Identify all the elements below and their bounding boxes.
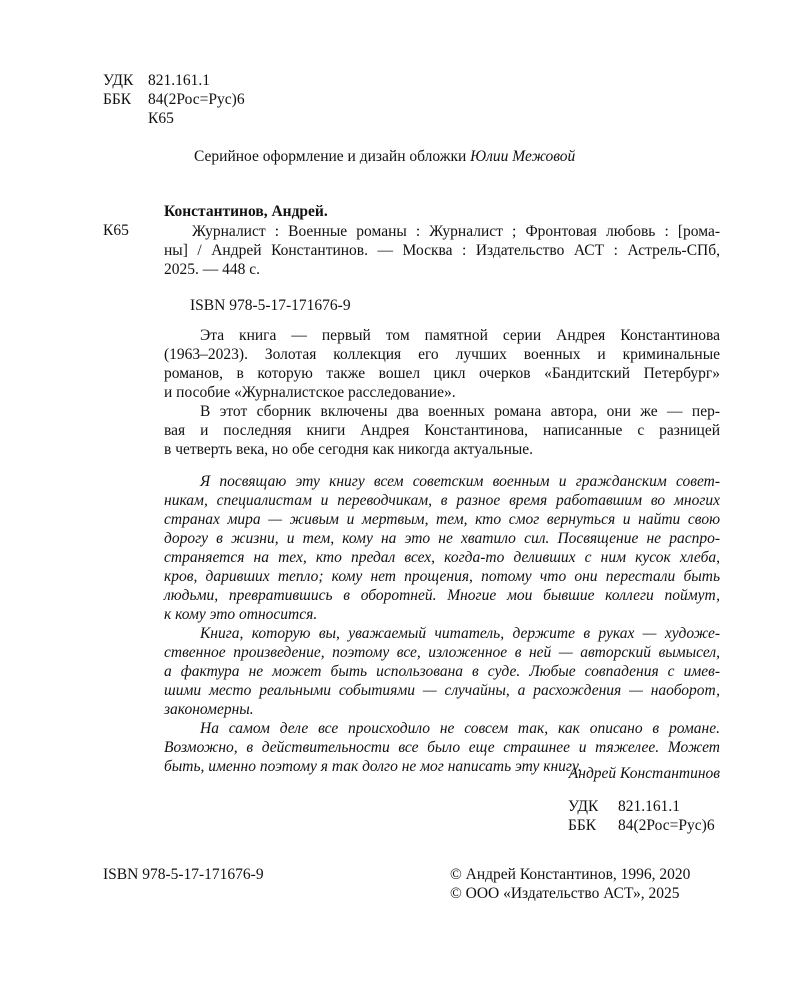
dedication-line: Книга, которую вы, уважаемый читатель, держите в руках — художе-	[200, 625, 720, 642]
bbk-value: 84(2Рос=Рус)6	[148, 91, 245, 108]
biblio-line: 2025. — 448 с.	[164, 261, 261, 278]
dedication	[164, 472, 720, 776]
bibliographic-record	[164, 222, 720, 279]
udk-value: 821.161.1	[148, 72, 210, 89]
udk-row	[103, 72, 210, 90]
udk-label: УДК	[103, 72, 134, 89]
annotation-line: (1963–2023). Золотая коллекция его лучших военных и криминальные	[164, 346, 720, 363]
author-mark-top: К65	[148, 110, 174, 127]
annotation-line: и пособие «Журналистское расследование».	[164, 384, 456, 401]
author-heading: Константинов, Андрей.	[164, 203, 328, 220]
udk-value: 821.161.1	[618, 798, 680, 815]
bbk-row-bottom	[568, 817, 715, 835]
dedication-line: странах мира — живым и мертвым, тем, кто смог вернуться и найти свою	[164, 511, 720, 528]
dedication-line: людьми, превратившись в оборотней. Многие мои бывшие коллеги поймут,	[164, 587, 720, 604]
copyright-publisher: © ООО «Издательство АСТ», 2025	[450, 885, 680, 902]
dedication-line: к кому это относится.	[164, 606, 318, 623]
dedication-line: быть, именно поэтому я так долго не мог написать эту книгу.	[164, 758, 582, 775]
author-mark: К65	[103, 222, 129, 239]
dedication-line: а фактура не может быть использована в суде. Любые совпадения с имев-	[164, 663, 720, 680]
bbk-label: ББК	[103, 91, 132, 108]
isbn-bottom: ISBN 978-5-17-171676-9	[103, 866, 264, 883]
dedication-line: закономерны.	[164, 701, 254, 718]
dedication-line: кров, даривших тепло; кому нет прощения, потому что они перестали быть	[164, 568, 720, 585]
biblio-line: ны] / Андрей Константинов. — Москва : Издательство АСТ : Астрель-СПб,	[164, 242, 720, 259]
dedication-line: никам, специалистам и переводчикам, в разное время работавшим во многих	[164, 492, 720, 509]
series-designer-name: Юлии Межовой	[470, 148, 576, 165]
bbk-value: 84(2Рос=Рус)6	[618, 817, 715, 834]
dedication-line: дорогу в жизни, и тем, кому на это не хватило сил. Посвящение не распро-	[164, 530, 720, 547]
dedication-line: Возможно, в действительности все было еще страшнее и тяжелее. Может	[164, 739, 720, 756]
bbk-row	[103, 91, 245, 109]
bbk-label: ББК	[568, 817, 597, 834]
isbn-top: ISBN 978-5-17-171676-9	[190, 297, 351, 314]
author-signature: Андрей Константинов	[568, 765, 720, 782]
dedication-line: Я посвящаю эту книгу всем советским военным и гражданским совет-	[200, 473, 720, 490]
annotation-line: в четверть века, но обе сегодня как никогда актуальные.	[164, 441, 534, 458]
series-design-text: Серийное оформление и дизайн обложки	[194, 148, 471, 165]
series-design-credit	[194, 148, 575, 166]
annotation-line: В этот сборник включены два военных романа автора, они же — пер-	[200, 403, 720, 420]
annotation	[164, 326, 720, 459]
udk-label: УДК	[568, 798, 599, 815]
annotation-line: Эта книга — первый том памятной серии Андрея Константинова	[200, 327, 720, 344]
dedication-line: На самом деле все происходило не совсем так, как описано в романе.	[200, 720, 720, 737]
dedication-line: шими место реальными событиями — случайны, а расхождения — наоборот,	[164, 682, 720, 699]
copyright-author: © Андрей Константинов, 1996, 2020	[450, 866, 691, 883]
biblio-line: Журналист : Военные романы : Журналист ; Фронтовая любовь : [рома-	[192, 223, 720, 240]
udk-row-bottom	[568, 798, 680, 816]
dedication-line: страняется на тех, кто предал всех, когда-то деливших с ним кусок хлеба,	[164, 549, 720, 566]
dedication-line: ственное произведение, поэтому все, изложенное в ней — авторский вымысел,	[164, 644, 720, 661]
annotation-line: вая и последняя книги Андрея Константинова, написанные с разницей	[164, 422, 720, 439]
annotation-line: романов, в которую также вошел цикл очерков «Бандитский Петербург»	[164, 365, 720, 382]
